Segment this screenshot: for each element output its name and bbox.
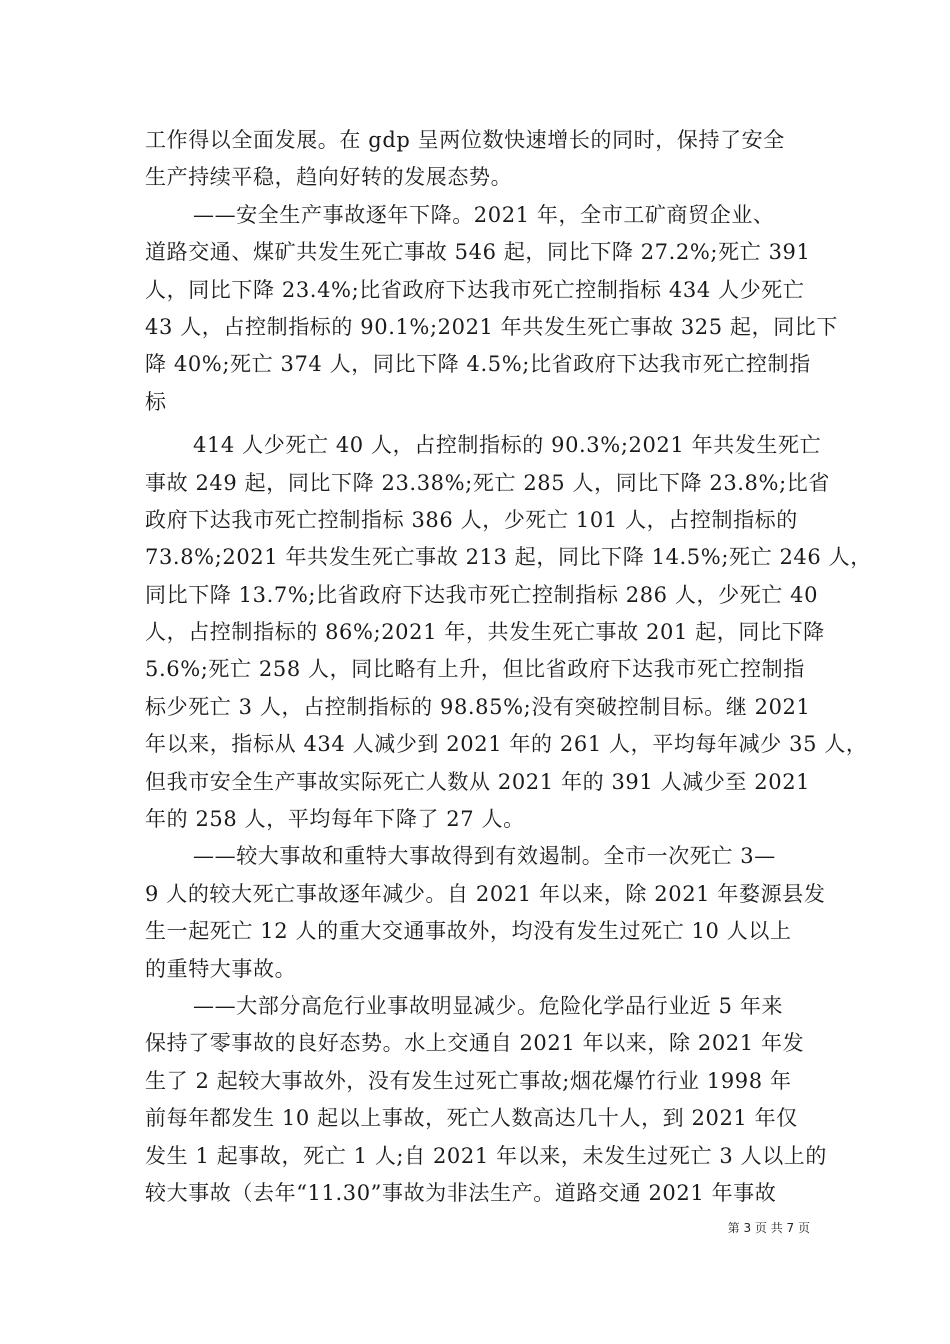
text-line: 生了 2 起较大事故外，没有发生过死亡事故;烟花爆竹行业 1998 年 (145, 1068, 792, 1093)
text-line: ——安全生产事故逐年下降。2021 年，全市工矿商贸企业、 (193, 202, 775, 227)
text-line: 较大事故（去年“11.30”事故为非法生产。道路交通 2021 年事故 (145, 1180, 777, 1205)
text-line: 道路交通、煤矿共发生死亡事故 546 起，同比下降 27.2%;死亡 391 (145, 240, 811, 265)
text-line: 人，同比下降 23.4%;比省政府下达我市死亡控制指标 434 人少死亡 (145, 277, 805, 302)
text-line: 降 40%;死亡 374 人，同比下降 4.5%;比省政府下达我市死亡控制指 (145, 352, 811, 377)
text-line: 年的 258 人，平均每年下降了 27 人。 (145, 807, 525, 832)
text-line: ——较大事故和重特大事故得到有效遏制。全市一次死亡 3— (193, 844, 776, 869)
text-line: 发生 1 起事故，死亡 1 人;自 2021 年以来，未发生过死亡 3 人以上的 (145, 1143, 828, 1168)
text-line: 生产持续平稳，趋向好转的发展态势。 (145, 165, 513, 190)
text-line: 人，占控制指标的 86%;2021 年，共发生死亡事故 201 起，同比下降 (145, 620, 825, 645)
body-text (145, 122, 872, 1212)
text-line: 事故 249 起，同比下降 23.38%;死亡 285 人，同比下降 23.8%;比省 (145, 470, 830, 495)
text-line: 43 人，占控制指标的 90.1%;2021 年共发生死亡事故 325 起，同比下 (145, 314, 839, 339)
text-line: 73.8%;2021 年共发生死亡事故 213 起，同比下降 14.5%;死亡 246 人， (145, 545, 872, 570)
text-line: ——大部分高危行业事故明显减少。危险化学品行业近 5 年来 (193, 993, 784, 1018)
text-line: 年以来，指标从 434 人减少到 2021 年的 261 人，平均每年减少 35 人， (145, 732, 868, 757)
text-line: 5.6%;死亡 258 人，同比略有上升，但比省政府下达我市死亡控制指 (145, 657, 805, 682)
text-line: 标 (145, 389, 167, 414)
text-line: 工作得以全面发展。在 gdp 呈两位数快速增长的同时，保持了安全 (145, 128, 785, 152)
text-line: 前每年都发生 10 起以上事故，死亡人数高达几十人，到 2021 年仅 (145, 1106, 798, 1131)
page-number-footer: 第 3 页 共 7 页 (727, 1221, 810, 1235)
text-line: 同比下降 13.7%;比省政府下达我市死亡控制指标 286 人，少死亡 40 (145, 582, 819, 607)
text-line: 的重特大事故。 (145, 956, 297, 981)
text-line: 政府下达我市死亡控制指标 386 人，少死亡 101 人，占控制指标的 (145, 507, 798, 532)
text-line: 生一起死亡 12 人的重大交通事故外，均没有发生过死亡 10 人以上 (145, 919, 792, 944)
text-line: 414 人少死亡 40 人，占控制指标的 90.3%;2021 年共发生死亡 (193, 433, 822, 458)
text-line: 9 人的较大死亡事故逐年减少。自 2021 年以来，除 2021 年婺源县发 (145, 881, 826, 906)
text-line: 但我市安全生产事故实际死亡人数从 2021 年的 391 人减少至 2021 (145, 769, 811, 794)
text-line: 保持了零事故的良好态势。水上交通自 2021 年以来，除 2021 年发 (145, 1031, 805, 1056)
text-line: 标少死亡 3 人，占控制指标的 98.85%;没有突破控制目标。继 2021 (145, 694, 811, 719)
